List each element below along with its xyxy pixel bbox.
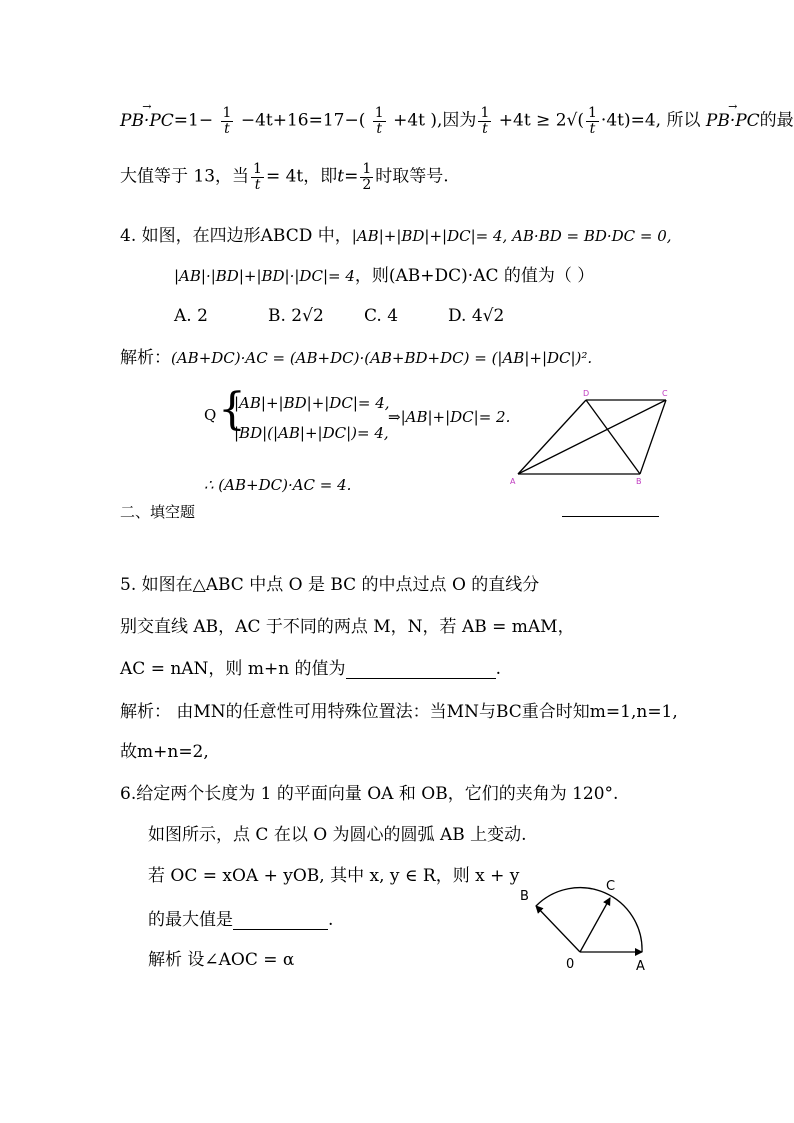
fraction-numerator: 1 bbox=[222, 105, 232, 121]
system-result: ⇒|AB|+|DC|= 2. bbox=[388, 408, 511, 426]
fraction-denominator: t bbox=[589, 120, 596, 137]
fraction-denominator: t bbox=[224, 120, 230, 137]
fraction-numerator: 1 bbox=[253, 161, 262, 177]
brace-icon: { bbox=[218, 384, 246, 435]
vertex-label-a: A bbox=[510, 477, 516, 486]
question-text: 如图，在四边形ABCD 中， bbox=[141, 226, 352, 246]
fraction-numerator: 1 bbox=[374, 105, 384, 121]
q4-conclusion: ∴ (AB+DC)·AC = 4. bbox=[204, 476, 352, 494]
option-c: C. 4 bbox=[364, 306, 399, 326]
q5-solution-1: 解析： 由MN的任意性可用特殊位置法：当MN与BC重合时知m=1,n=1, bbox=[120, 702, 678, 722]
formula-text: =1− bbox=[173, 110, 219, 131]
q5-line-2: 别交直线 AB，AC 于不同的两点 M，N，若 AB = mAM， bbox=[120, 617, 575, 637]
vertex-label-d: D bbox=[583, 389, 590, 398]
formula-text: ,因为 bbox=[437, 110, 477, 131]
vector-expression: → PB·PC bbox=[706, 111, 760, 131]
solution-label: 解析： bbox=[120, 348, 171, 368]
system-equation: |BD|(|AB|+|DC|)= 4, bbox=[234, 424, 389, 442]
q4-line-2 bbox=[174, 266, 594, 286]
fraction bbox=[478, 106, 491, 136]
q6-line-3: 若 OC = xOA + yOB, 其中 x, y ∈ R，则 x + y bbox=[148, 866, 520, 886]
answer-blank[interactable] bbox=[346, 662, 496, 679]
question-text: 的最大值是 bbox=[148, 910, 233, 930]
formula-text: 的最 bbox=[759, 110, 794, 131]
option-b: B. 2√2 bbox=[268, 306, 324, 326]
q6-line-4 bbox=[148, 910, 333, 930]
q5-line-1: 5. 如图在△ABC 中点 O 是 BC 的中点过点 O 的直线分 bbox=[120, 575, 540, 595]
formula-text: +4t ≥ 2√( bbox=[493, 110, 584, 131]
vector-oc bbox=[580, 898, 610, 952]
arc-ab bbox=[536, 888, 642, 952]
q5-line-3 bbox=[120, 659, 501, 679]
arc-figure bbox=[512, 878, 662, 974]
fraction bbox=[373, 106, 386, 136]
vertex-label-b: B bbox=[636, 477, 642, 486]
edge-da bbox=[518, 400, 586, 474]
option-d: D. 4√2 bbox=[448, 306, 505, 326]
point-label-o: 0 bbox=[566, 957, 575, 972]
q5-solution-2: 故m+n=2, bbox=[120, 742, 209, 762]
section-rule bbox=[562, 516, 659, 517]
section-title: 二、填空题 bbox=[120, 503, 196, 521]
fraction bbox=[586, 106, 599, 136]
formula-text: ( bbox=[358, 110, 371, 131]
point-label-b: B bbox=[520, 889, 529, 904]
fraction-numerator: 1 bbox=[480, 105, 490, 121]
fraction bbox=[251, 162, 264, 192]
q6-line-5: 解析 设∠AOC = α bbox=[148, 950, 295, 970]
q6-line-1: 6.给定两个长度为 1 的平面向量 OA 和 OB，它们的夹角为 120°. bbox=[120, 784, 619, 804]
fraction bbox=[221, 106, 234, 136]
line-text: = 4t，即 bbox=[265, 166, 338, 187]
vector-expression: → PB·PC bbox=[120, 111, 174, 131]
diagonal-bd bbox=[586, 400, 640, 474]
fraction-numerator: 1 bbox=[588, 105, 597, 121]
line-text: 大值等于 13，当 bbox=[120, 166, 250, 187]
fraction-denominator: t bbox=[254, 176, 261, 193]
question-text: . bbox=[495, 659, 501, 679]
answer-blank[interactable] bbox=[233, 913, 328, 930]
q4-solution-line bbox=[120, 348, 592, 368]
line-text: t= bbox=[337, 166, 359, 187]
question-number: 4. bbox=[120, 226, 137, 246]
top-formula-line bbox=[120, 106, 794, 136]
q4-options bbox=[174, 306, 504, 326]
formula-text: −4t+16=17− bbox=[235, 110, 359, 131]
condition-formula: |AB|·|BD|+|BD|·|DC|= 4 bbox=[174, 267, 355, 285]
q4-line-1 bbox=[120, 226, 672, 246]
solution-formula: (AB+DC)·AC = (AB+DC)·(AB+BD+DC) = (|AB|+|DC|)². bbox=[171, 349, 593, 367]
question-text: ，则(AB+DC)·AC 的值为（ ） bbox=[354, 266, 595, 286]
formula-text: ·4t)=4, bbox=[600, 110, 662, 131]
fraction bbox=[360, 162, 373, 192]
fraction-denominator: t bbox=[482, 120, 488, 137]
option-a: A. 2 bbox=[174, 306, 208, 326]
vertex-label-c: C bbox=[662, 389, 668, 398]
formula-text: 所以 bbox=[666, 110, 701, 131]
q6-line-2: 如图所示，点 C 在以 O 为圆心的圆弧 AB 上变动. bbox=[148, 825, 527, 845]
condition-formula: |AB|+|BD|+|DC|= 4, AB·BD = BD·DC = 0, bbox=[351, 227, 672, 245]
point-label-a: A bbox=[636, 959, 645, 974]
fraction-denominator: t bbox=[376, 120, 383, 137]
fraction-numerator: 1 bbox=[362, 161, 372, 177]
point-label-c: C bbox=[606, 879, 616, 894]
formula-text: +4t ) bbox=[387, 110, 438, 131]
line-text: 时取等号. bbox=[375, 166, 449, 187]
question-text: AC = nAN，则 m+n 的值为 bbox=[120, 659, 346, 679]
system-equation: |AB|+|BD|+|DC|= 4, bbox=[234, 394, 390, 412]
top-line-2 bbox=[120, 162, 449, 192]
quadrilateral-figure bbox=[500, 386, 680, 488]
vector-ob bbox=[536, 906, 580, 952]
fraction-denominator: 2 bbox=[362, 176, 372, 193]
because-symbol: Q bbox=[204, 406, 217, 424]
question-text: . bbox=[328, 910, 334, 930]
